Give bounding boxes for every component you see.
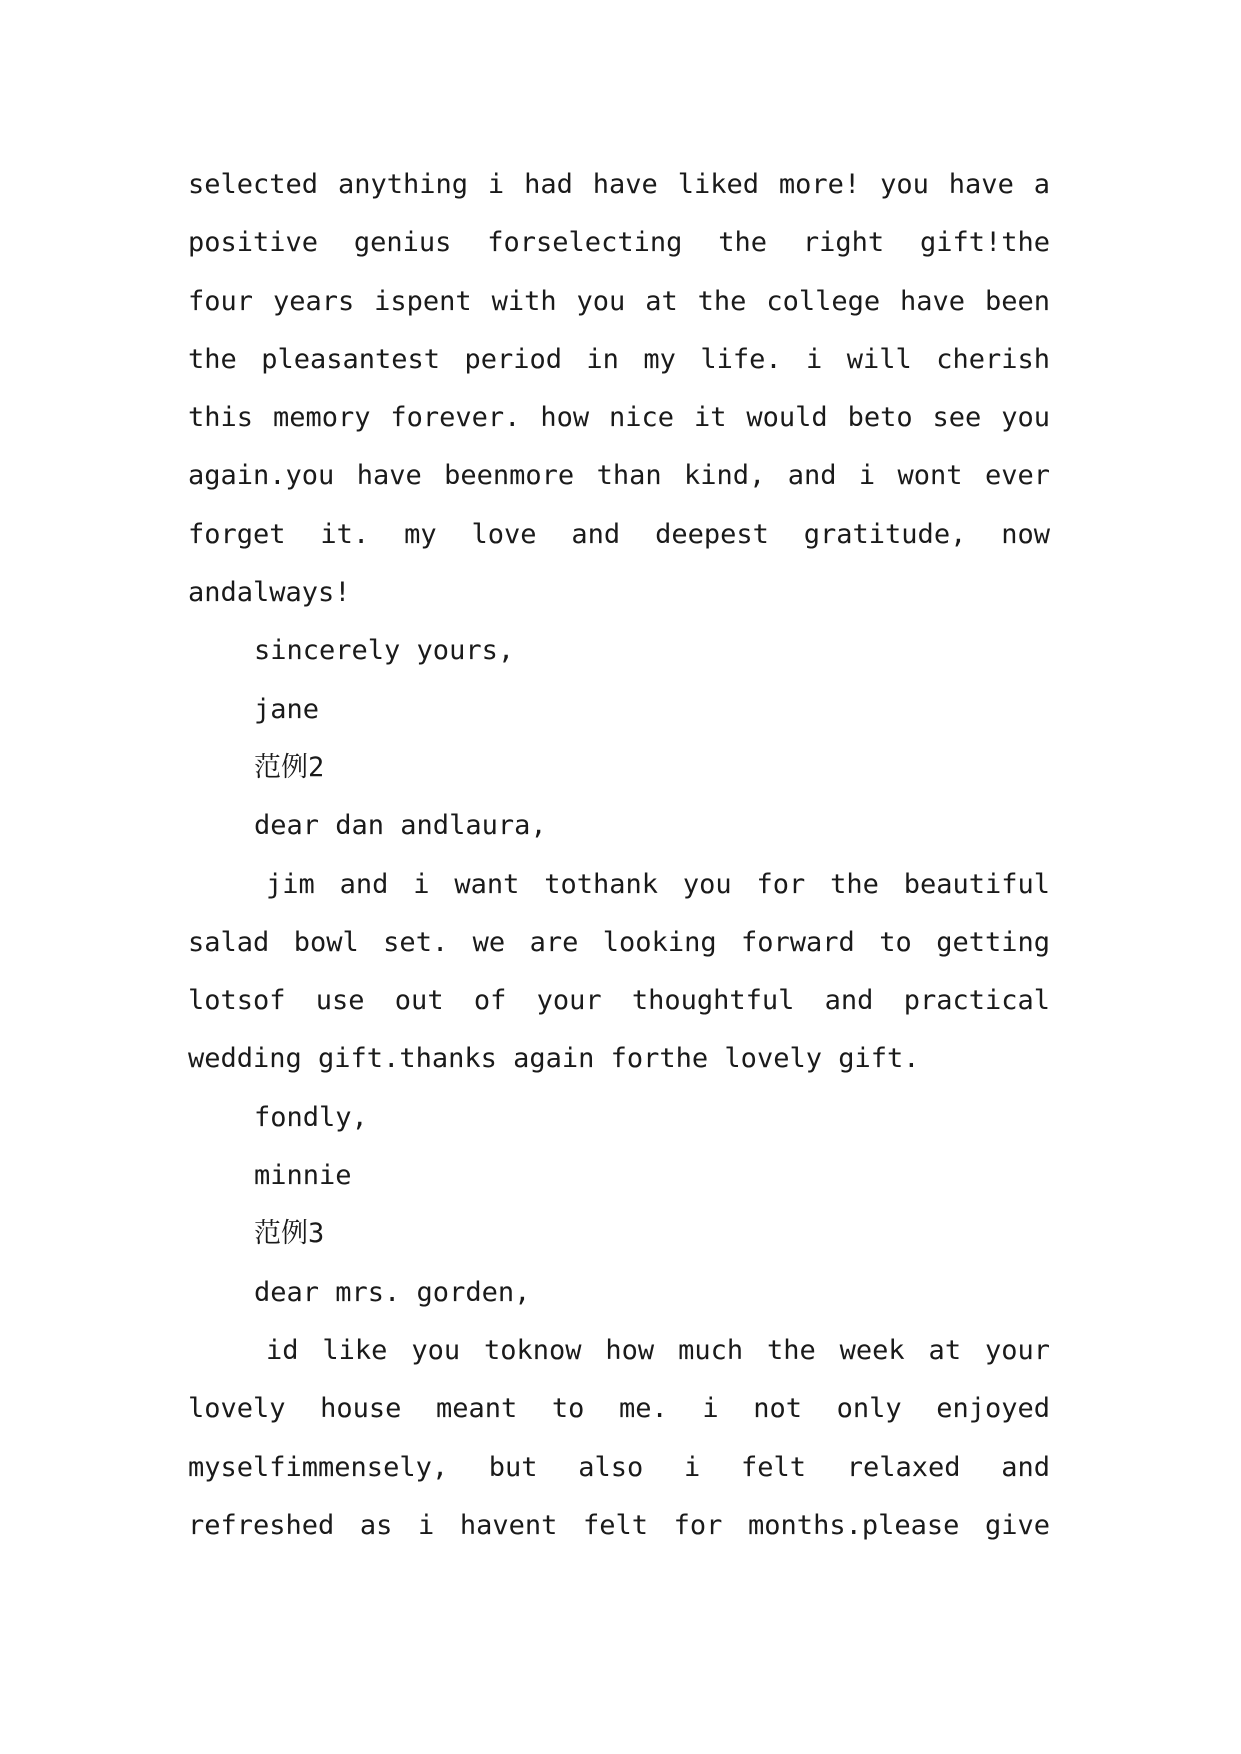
body-line: again.you have beenmore than kind, and i wont ever	[188, 460, 1050, 492]
body-line: four years ispent with you at the college have been	[188, 285, 1050, 317]
salutation-line: dear dan andlaura,	[254, 810, 547, 842]
body-line: selected anything i had have liked more! you have a	[188, 169, 1050, 200]
body-line: andalways!	[188, 577, 351, 609]
body-line: refreshed as i havent felt for months.please give	[188, 1509, 1050, 1541]
signature-line: jane	[254, 693, 320, 725]
salutation-line: dear mrs. gorden,	[254, 1276, 531, 1308]
closing-line: fondly,	[254, 1101, 368, 1133]
example-heading: 范例3	[254, 1218, 325, 1250]
body-line: positive genius forselecting the right gift!the	[188, 227, 1050, 259]
closing-line: sincerely yours,	[254, 635, 515, 667]
body-line: id like you toknow how much the week at your	[266, 1334, 1050, 1366]
body-line: this memory forever. how nice it would beto see you	[188, 402, 1050, 434]
signature-line: minnie	[254, 1160, 352, 1192]
body-line: salad bowl set. we are looking forward to getting	[188, 926, 1050, 958]
body-line: forget it. my love and deepest gratitude, now	[188, 518, 1050, 550]
body-line: myselfimmensely, but also i felt relaxed and	[188, 1451, 1050, 1483]
body-line: lotsof use out of your thoughtful and practical	[188, 985, 1050, 1017]
example-heading: 范例2	[254, 751, 325, 783]
document-page	[188, 156, 1050, 1555]
body-line: jim and i want tothank you for the beautiful	[266, 868, 1050, 900]
body-line: lovely house meant to me. i not only enjoyed	[188, 1393, 1050, 1425]
body-line: wedding gift.thanks again forthe lovely gift.	[188, 1043, 920, 1075]
body-line: the pleasantest period in my life. i will cherish	[188, 343, 1050, 375]
